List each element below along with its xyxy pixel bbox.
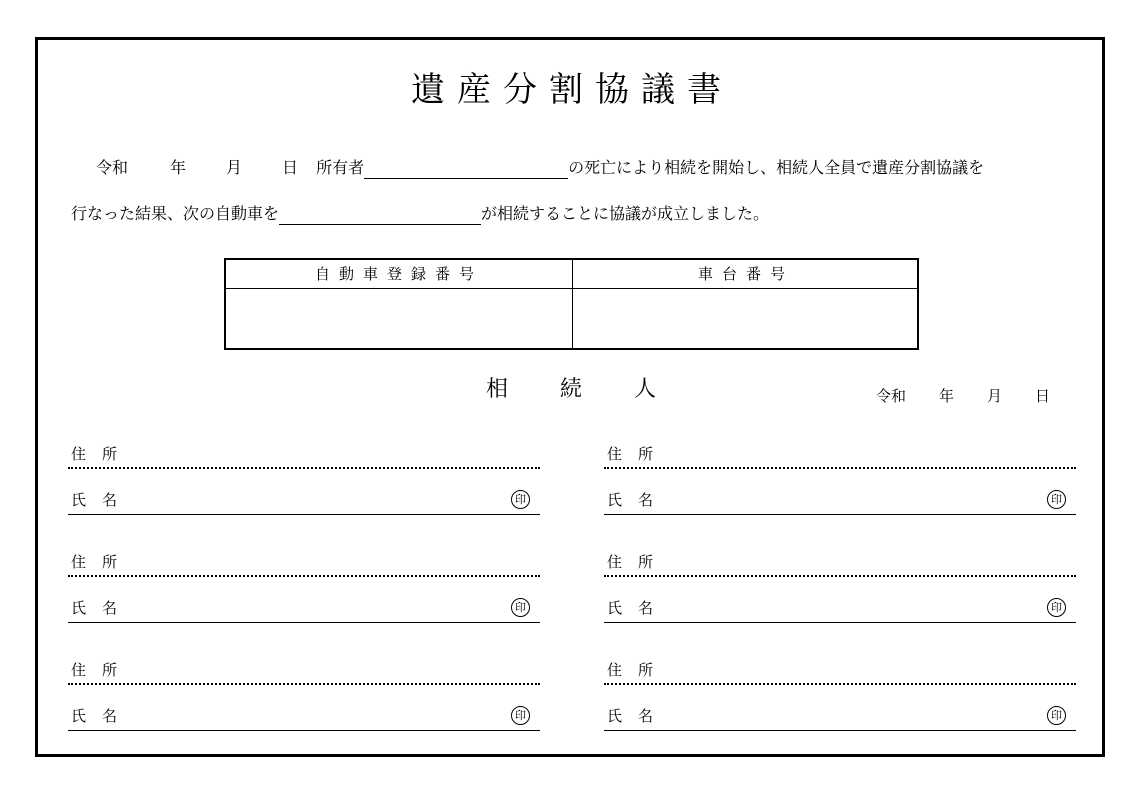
intro-year: 年 (170, 158, 187, 177)
heir-entry (68, 654, 540, 738)
seal-mark: 印 (511, 598, 530, 617)
owner-name-field[interactable] (364, 160, 568, 179)
address-label: 住所 (71, 553, 134, 571)
name-label: 氏名 (71, 707, 134, 725)
address-field[interactable] (604, 683, 1076, 685)
registration-number-cell[interactable] (226, 289, 572, 348)
signing-era: 令和 (876, 387, 907, 405)
name-label: 氏名 (71, 599, 134, 617)
address-field[interactable] (68, 575, 540, 577)
seal-mark: 印 (511, 706, 530, 725)
heir-entry (604, 438, 1076, 522)
signing-month: 月 (987, 387, 1003, 405)
address-field[interactable] (604, 467, 1076, 469)
heir-entry (68, 438, 540, 522)
intro-day: 日 (282, 158, 299, 177)
address-label: 住所 (607, 553, 670, 571)
address-label: 住所 (607, 661, 670, 679)
heirs-heading: 相続人 (486, 377, 709, 402)
chassis-number-cell[interactable] (573, 289, 917, 348)
intro-line2-end: が相続することに協議が成立しました。 (481, 204, 770, 223)
address-label: 住所 (607, 445, 670, 463)
intro-text-after-owner: の死亡により相続を開始し、相続人全員で遺産分割協議を (568, 158, 985, 177)
address-field[interactable] (68, 467, 540, 469)
intro-era: 令和 (96, 158, 129, 177)
heir-entry (604, 654, 1076, 738)
name-field[interactable] (68, 622, 540, 623)
seal-mark: 印 (1047, 490, 1066, 509)
chassis-number-header: 車台番号 (697, 265, 794, 283)
name-field[interactable] (68, 730, 540, 731)
intro-line2-start: 行なった結果、次の自動車を (71, 204, 280, 223)
vehicle-table (224, 258, 919, 350)
owner-label: 所有者 (316, 158, 365, 177)
name-label: 氏名 (607, 491, 670, 509)
name-field[interactable] (604, 730, 1076, 731)
address-field[interactable] (604, 575, 1076, 577)
signing-day: 日 (1035, 387, 1051, 405)
intro-line-1 (96, 157, 984, 179)
name-label: 氏名 (607, 707, 670, 725)
name-field[interactable] (604, 514, 1076, 515)
address-field[interactable] (68, 683, 540, 685)
document-title: 遺産分割協議書 (411, 70, 733, 110)
name-field[interactable] (68, 514, 540, 515)
intro-month: 月 (226, 158, 243, 177)
intro-line-2 (71, 203, 769, 225)
signing-date (876, 386, 1050, 406)
address-label: 住所 (71, 445, 134, 463)
registration-number-header: 自動車登録番号 (314, 265, 483, 283)
heir-entry (604, 546, 1076, 630)
name-label: 氏名 (71, 491, 134, 509)
seal-mark: 印 (1047, 706, 1066, 725)
name-field[interactable] (604, 622, 1076, 623)
seal-mark: 印 (1047, 598, 1066, 617)
seal-mark: 印 (511, 490, 530, 509)
name-label: 氏名 (607, 599, 670, 617)
address-label: 住所 (71, 661, 134, 679)
signing-year: 年 (939, 387, 955, 405)
successor-name-field[interactable] (279, 206, 481, 225)
heir-entry (68, 546, 540, 630)
